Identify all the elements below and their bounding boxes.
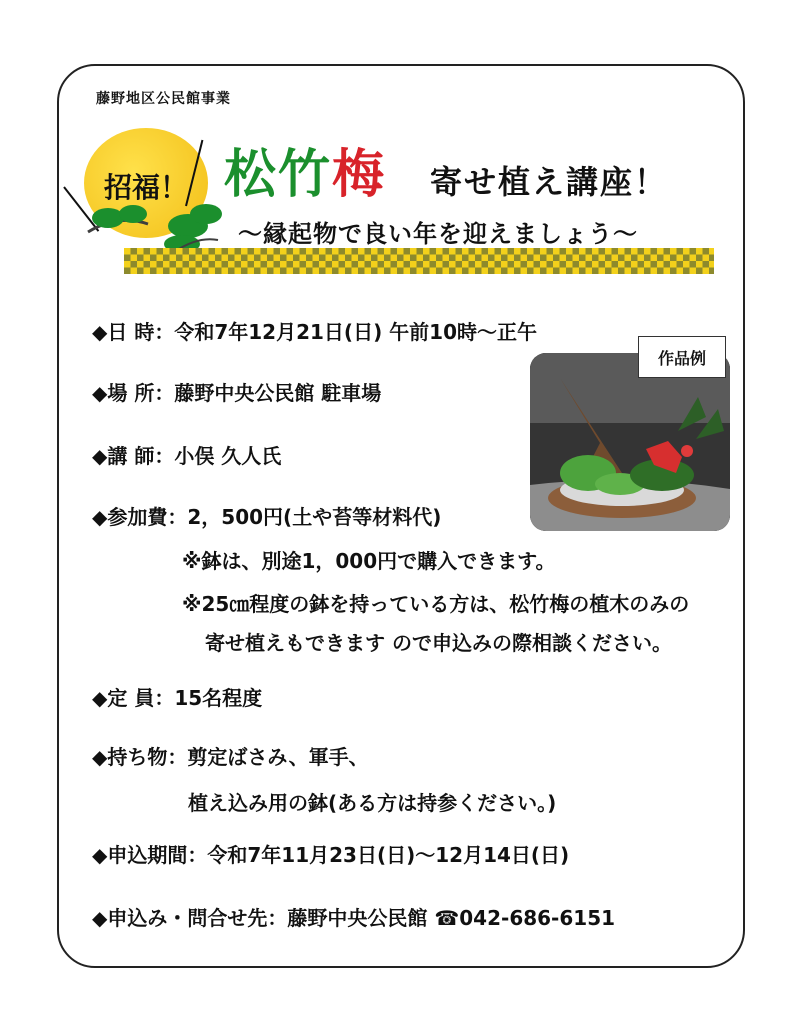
- fee-note-3: 寄せ植えもできます ので申込みの際相談ください。: [205, 631, 672, 655]
- fee-row: [92, 501, 441, 530]
- datetime-row: [92, 316, 537, 345]
- capacity-row: [92, 682, 262, 711]
- place-value: 藤野中央公民館 駐車場: [174, 381, 382, 405]
- teacher-label: ◆講 師：: [92, 444, 175, 468]
- capacity-value: 15名程度: [174, 686, 263, 710]
- teacher-value: 小俣 久人氏: [174, 444, 282, 468]
- bring-row: [92, 741, 369, 770]
- title-pine: 松: [224, 145, 279, 205]
- title-bamboo: 竹: [278, 145, 333, 205]
- contact-value: 藤野中央公民館 ☎042-686-6151: [287, 906, 616, 930]
- contact-label: ◆申込み・問合せ先：: [92, 906, 288, 930]
- datetime-value: 令和7年12月21日(日) 午前10時～正午: [174, 320, 537, 344]
- bring-value-2: 植え込み用の鉢(ある方は持参ください。): [188, 791, 557, 815]
- fee-value: 2，500円(土や苔等材料代): [187, 505, 442, 529]
- fee-note-1: ※鉢は、別途1，000円で購入できます。: [182, 549, 556, 573]
- contact-row: [92, 902, 615, 931]
- organizer-label: 藤野地区公民館事業: [96, 91, 231, 107]
- fee-label: ◆参加費：: [92, 505, 188, 529]
- place-row: [92, 377, 381, 406]
- period-label: ◆申込期間：: [92, 843, 208, 867]
- example-photo: [530, 353, 730, 531]
- place-label: ◆場 所：: [92, 381, 175, 405]
- datetime-label: ◆日 時：: [92, 320, 175, 344]
- title-plum: 梅: [332, 145, 387, 205]
- teacher-row: [92, 440, 281, 469]
- subtitle: ～縁起物で良い年を迎えましょう～: [238, 220, 638, 248]
- badge-text: 招福！: [104, 171, 189, 204]
- period-value: 令和7年11月23日(日)～12月14日(日): [207, 843, 570, 867]
- photo-caption: 作品例: [638, 336, 726, 378]
- period-row: [92, 839, 569, 868]
- capacity-label: ◆定 員：: [92, 686, 175, 710]
- bring-value: 剪定ばさみ、軍手、: [187, 745, 369, 769]
- bonsai-image: [530, 353, 730, 531]
- title-rest: 寄せ植え講座！: [430, 163, 669, 201]
- checker-divider: [124, 248, 714, 274]
- fee-note-2: ※25㎝程度の鉢を持っている方は、松竹梅の植木のみの: [182, 592, 690, 616]
- bring-label: ◆持ち物：: [92, 745, 188, 769]
- title-main: [224, 132, 386, 207]
